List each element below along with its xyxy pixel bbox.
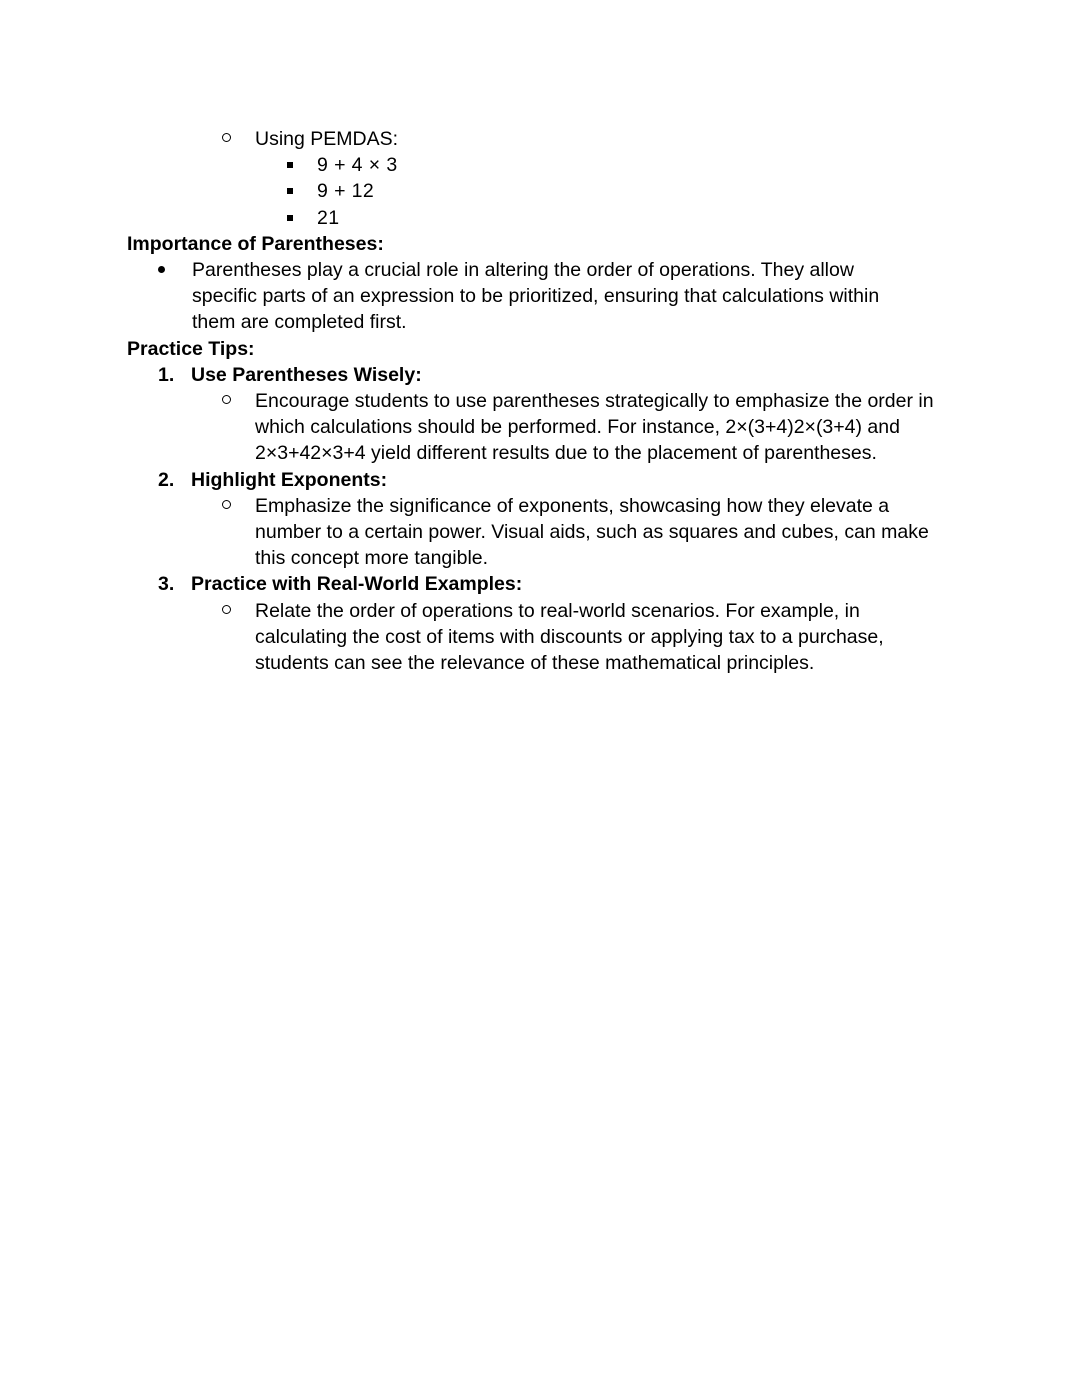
circle-bullet-icon xyxy=(222,493,255,519)
disc-bullet-icon xyxy=(158,257,192,283)
list-item xyxy=(0,388,1080,467)
list-item xyxy=(0,126,1080,152)
document-body xyxy=(0,126,1080,676)
list-item-text: 9 + 4 × 3 xyxy=(317,154,398,177)
list-item xyxy=(0,257,1080,336)
list-item-text: 21 xyxy=(317,206,340,229)
list-number: 1. xyxy=(158,363,175,386)
numbered-list-item xyxy=(0,362,1080,388)
list-item xyxy=(0,598,1080,677)
list-number: 2. xyxy=(158,468,175,491)
list-item-text: Relate the order of operations to real-world scenarios. For example, in calculating the cost of items with discounts or applying tax to a purchase, students can see the relevance of these mathematical principles. xyxy=(255,599,884,675)
list-item-text: Emphasize the significance of exponents, showcasing how they elevate a number to a certain power. Visual aids, such as squares and cubes, can make this concept more tangible. xyxy=(255,494,929,570)
section-heading xyxy=(0,231,1080,257)
square-bullet-icon xyxy=(287,205,317,231)
numbered-list-item xyxy=(0,571,1080,597)
square-bullet-icon xyxy=(287,178,317,204)
square-bullet-icon xyxy=(287,152,317,178)
section-heading-text: Practice Tips: xyxy=(127,337,255,360)
list-item-text: Encourage students to use parentheses strategically to emphasize the order in which calculations should be performed. For instance, 2×(3+4)2×(3+4) and 2×3+42×3+4 yield different results due to the placement of parentheses. xyxy=(255,390,934,465)
numbered-list-item-text: Practice with Real-World Examples: xyxy=(191,573,523,596)
list-item xyxy=(0,178,1080,204)
list-item-text: Using PEMDAS: xyxy=(255,128,399,150)
numbered-list-item-text: Highlight Exponents: xyxy=(191,468,388,491)
numbered-list-item-text: Use Parentheses Wisely: xyxy=(191,363,422,386)
list-item xyxy=(0,493,1080,572)
circle-bullet-icon xyxy=(222,126,255,152)
numbered-list-item xyxy=(0,467,1080,493)
list-item-text: 9 + 12 xyxy=(317,180,375,203)
section-heading xyxy=(0,336,1080,362)
circle-bullet-icon xyxy=(222,598,255,624)
list-item-text: Parentheses play a crucial role in altering the order of operations. They allow specific parts of an expression to be prioritized, ensuring that calculations within them are completed first. xyxy=(192,259,880,334)
list-item xyxy=(0,205,1080,231)
section-heading-text: Importance of Parentheses: xyxy=(127,232,384,255)
circle-bullet-icon xyxy=(222,388,255,414)
list-number: 3. xyxy=(158,573,175,596)
list-item xyxy=(0,152,1080,178)
